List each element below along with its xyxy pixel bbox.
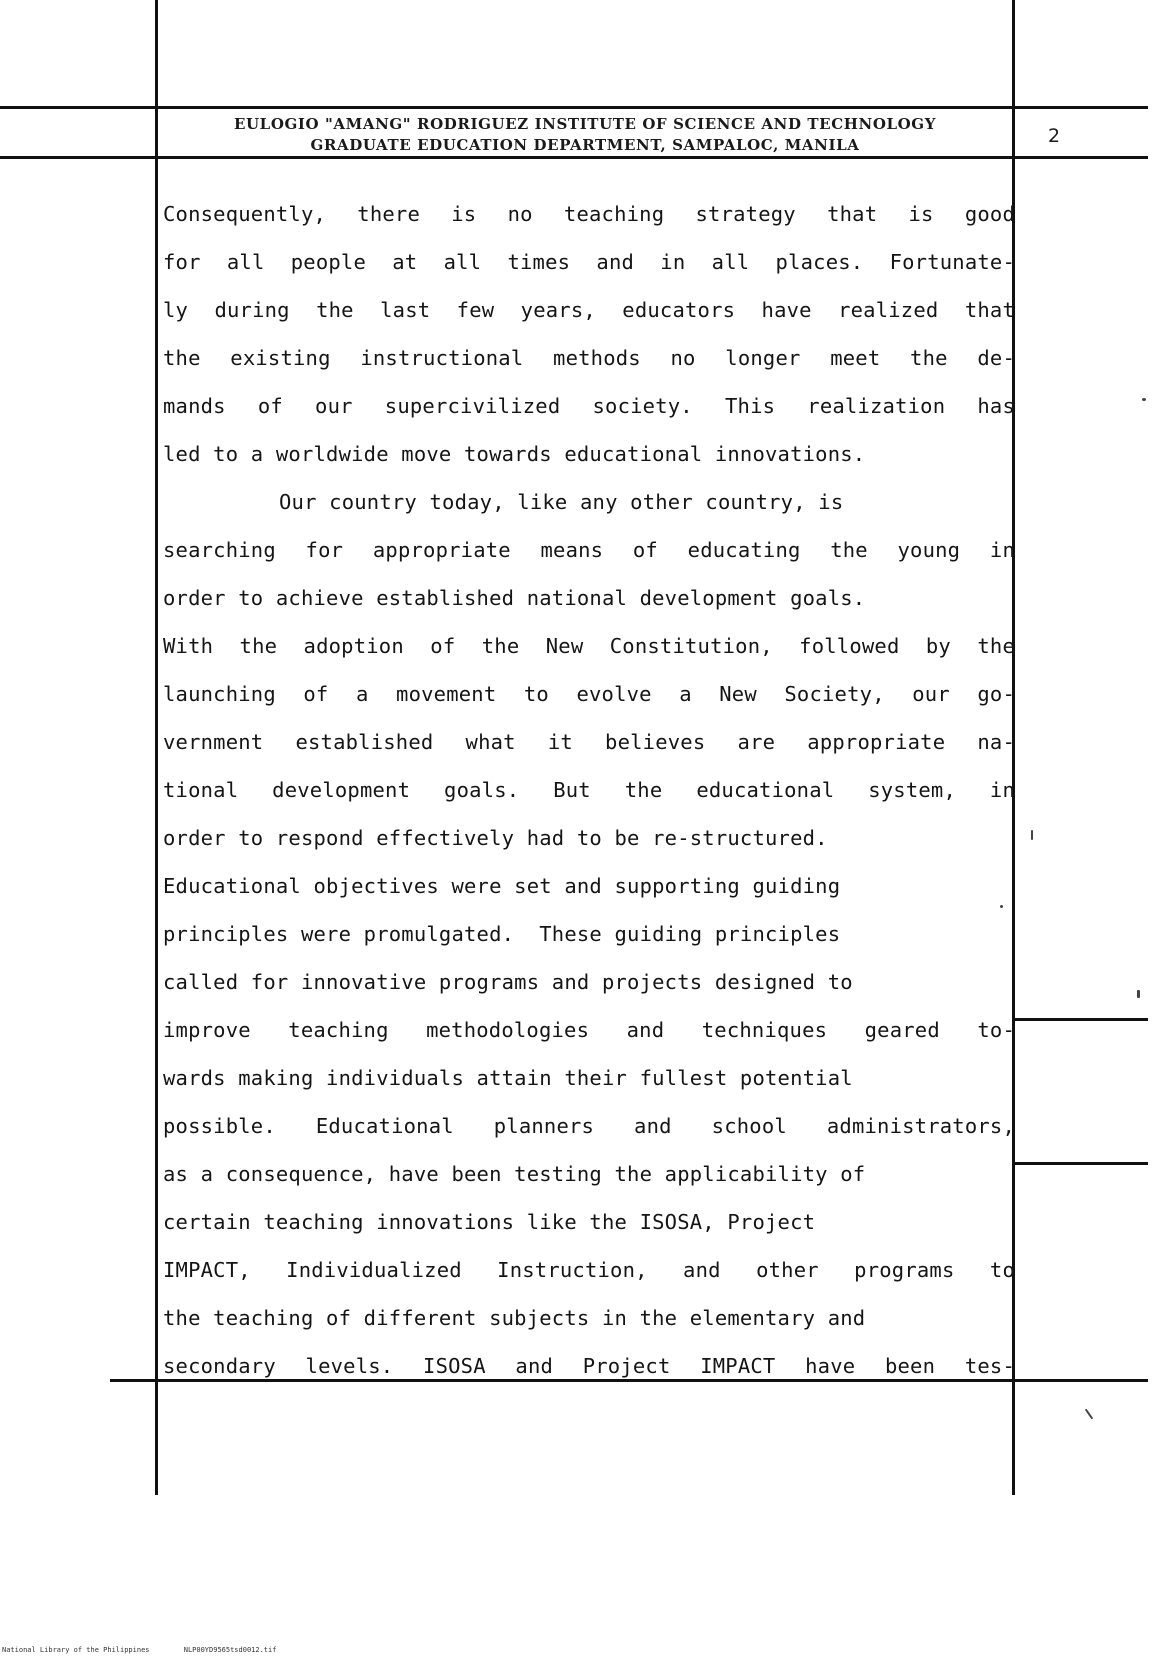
text-line: secondary levels. ISOSA and Project IMPACT have been tes- [163,1354,1015,1378]
right-margin-rule-lower [1012,1162,1148,1165]
text-line: called for innovative programs and projects designed to [163,970,853,994]
page-number: 2 [1048,125,1061,147]
scan-speck [1085,1409,1094,1420]
text-line: searching for appropriate means of educating the young in [163,538,1015,562]
paragraph-start-line: Our country today, like any other country, is [279,490,844,514]
department-name: GRADUATE EDUCATION DEPARTMENT, SAMPALOC, MANILA [310,136,860,154]
text-line: principles were promulgated. These guiding principles [163,922,841,946]
institution-header [160,114,1010,156]
left-margin-rule [155,0,158,1495]
text-line: certain teaching innovations like the ISOSA, Project [163,1210,816,1234]
text-line: launching of a movement to evolve a New Society, our go- [163,682,1015,706]
text-line: order to achieve established national development goals. [163,586,866,610]
text-line: as a consequence, have been testing the applicability of [163,1162,866,1186]
text-line: mands of our supercivilized society. This realization has [163,394,1015,418]
text-line: With the adoption of the New Constitution, followed by the [163,634,1015,658]
library-credit: National Library of the Philippines [2,1646,150,1654]
scan-speck [1142,398,1146,401]
header-bottom-rule [0,156,1148,159]
text-line: vernment established what it believes are appropriate na- [163,730,1015,754]
text-line: possible. Educational planners and school administrators, [163,1114,1015,1138]
file-identifier: NLP00YD9565tsd0012.tif [183,1646,277,1654]
header-top-rule [0,106,1148,109]
text-line: tional development goals. But the educational system, in [163,778,1015,802]
scan-speck [1137,990,1140,998]
text-line: Consequently, there is no teaching strategy that is good [163,202,1015,226]
text-line: improve teaching methodologies and techniques geared to- [163,1018,1015,1042]
text-line: for all people at all times and in all places. Fortunate- [163,250,1015,274]
scan-speck [1031,830,1033,840]
scan-speck [1000,905,1003,908]
text-line: order to respond effectively had to be re-structured. [163,826,828,850]
text-line: Educational objectives were set and supporting guiding [163,874,841,898]
institution-name: EULOGIO "AMANG" RODRIGUEZ INSTITUTE OF SCIENCE AND TECHNOLOGY [233,115,937,133]
scan-footer [2,1646,306,1654]
text-line: ly during the last few years, educators have realized that [163,298,1015,322]
text-line: the existing instructional methods no longer meet the de- [163,346,1015,370]
text-line: IMPACT, Individualized Instruction, and other programs to [163,1258,1015,1282]
text-line: led to a worldwide move towards educational innovations. [163,442,866,466]
body-text [163,190,1015,1390]
text-line: wards making individuals attain their fullest potential [163,1066,853,1090]
text-line: the teaching of different subjects in the elementary and [163,1306,866,1330]
right-margin-rule-upper [1012,1018,1148,1021]
